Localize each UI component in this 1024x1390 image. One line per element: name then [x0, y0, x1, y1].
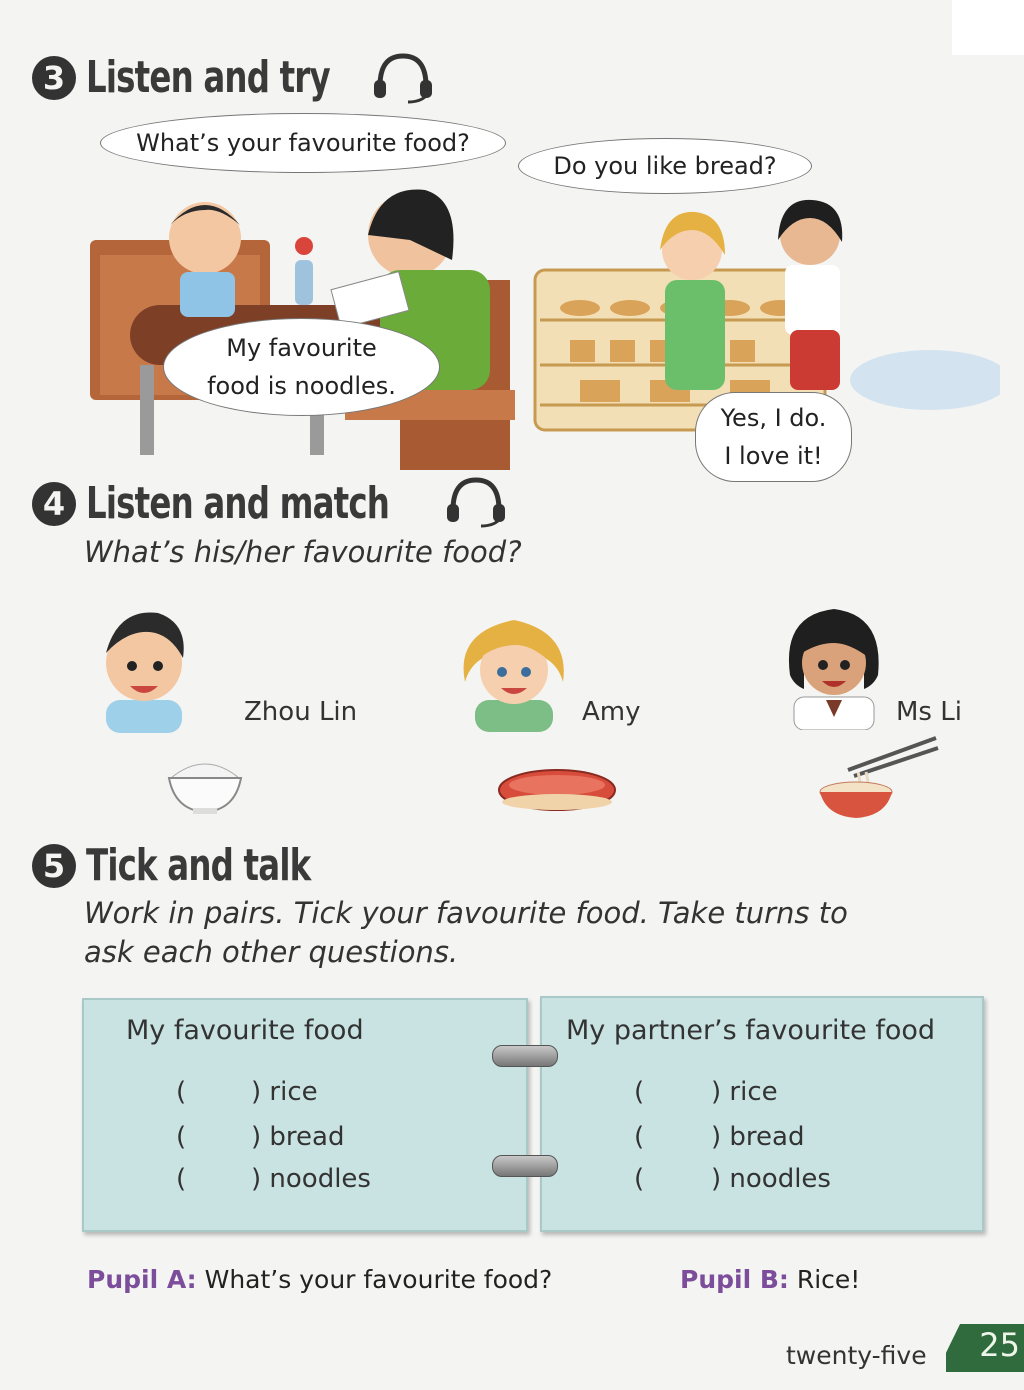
tick-paren-open[interactable]: ( [176, 1164, 187, 1194]
name-amy: Amy [582, 697, 641, 727]
my-favourite-title: My favourite food [126, 1015, 364, 1046]
tick-paren-open[interactable]: ( [634, 1077, 645, 1107]
section-5-instruction-line2: ask each other questions. [84, 935, 459, 969]
section-number: 4 [32, 482, 76, 526]
bubble-bread-answer [695, 392, 852, 482]
section-3-header [32, 52, 383, 103]
ms-li-avatar [784, 605, 884, 730]
bubble-answer-line2: food is noodles. [207, 372, 396, 400]
tick-paren-open[interactable]: ( [634, 1164, 645, 1194]
pupil-a-text: What’s your favourite food? [196, 1265, 553, 1294]
option-bread: ) bread [251, 1122, 345, 1152]
option-noodles: ) noodles [711, 1164, 831, 1194]
bubble-answer-noodles [163, 318, 440, 416]
page-number: 25 [979, 1326, 1020, 1364]
option-noodles: ) noodles [251, 1164, 371, 1194]
option-bread: ) bread [711, 1122, 805, 1152]
headphones-icon [443, 474, 509, 528]
section-4-instruction: What’s his/her favourite food? [84, 535, 522, 569]
binder-ring [492, 1155, 558, 1177]
name-ms-li: Ms Li [896, 697, 962, 727]
corner-patch [952, 0, 1024, 55]
tick-paren-open[interactable]: ( [634, 1122, 645, 1152]
option-rice: ) rice [711, 1077, 778, 1107]
section-title: Tick and talk [86, 840, 311, 891]
section-title: Listen and match [86, 478, 390, 529]
pupil-b-text: Rice! [788, 1265, 861, 1294]
binder-ring [492, 1045, 558, 1067]
tick-paren-open[interactable]: ( [176, 1077, 187, 1107]
section-5-instruction-line1: Work in pairs. Tick your favourite food. Take turns to [84, 896, 848, 930]
dialogue-pupil-b [680, 1265, 860, 1294]
noodles-icon [818, 732, 943, 820]
headphones-icon [370, 50, 436, 104]
page-word: twenty-five [786, 1341, 927, 1370]
dialogue-pupil-a [87, 1265, 552, 1294]
bubble-bread-question-text: Do you like bread? [553, 152, 777, 180]
section-5-header [32, 840, 360, 891]
bubble-question-text: What’s your favourite food? [136, 129, 470, 157]
bread-icon [496, 765, 618, 815]
pupil-b-label: Pupil B: [680, 1265, 789, 1294]
amy-avatar [455, 612, 573, 732]
bubble-question [100, 113, 506, 173]
bubble-bread-answer-line1: Yes, I do. [720, 404, 827, 432]
bubble-bread-answer-line2: I love it! [724, 442, 823, 470]
option-rice: ) rice [251, 1077, 318, 1107]
section-number: 3 [32, 56, 76, 100]
section-title: Listen and try [86, 52, 330, 103]
bubble-bread-question [518, 138, 812, 194]
pupil-a-label: Pupil A: [87, 1265, 197, 1294]
rice-bowl-icon [165, 750, 245, 816]
scene-illustration [80, 180, 1000, 470]
zhou-lin-avatar [98, 608, 190, 733]
tick-paren-open[interactable]: ( [176, 1122, 187, 1152]
partner-favourite-title: My partner’s favourite food [566, 1015, 936, 1046]
section-4-header [32, 478, 456, 529]
section-number: 5 [32, 844, 76, 888]
bubble-answer-line1: My favourite [226, 334, 377, 362]
name-zhou-lin: Zhou Lin [244, 697, 358, 727]
